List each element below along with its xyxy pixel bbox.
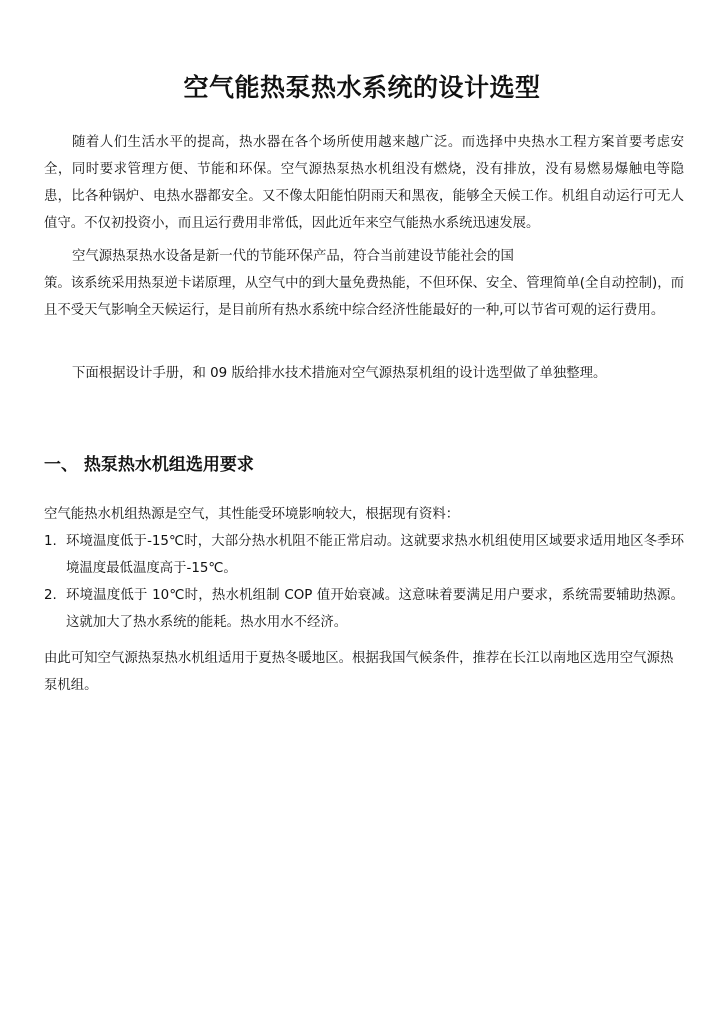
list-item-text: 环境温度低于-15℃时，大部分热水机阻不能正常启动。这就要求热水机组使用区域要求适用地区冬季环境温度最低温度高于-15℃。 <box>66 534 684 576</box>
intro-paragraph-3: 下面根据设计手册，和 09 版给排水技术措施对空气源热泵机组的设计选型做了单独整理。 <box>72 366 607 381</box>
list-item-text: 环境温度低于 10℃时，热水机组制 COP 值开始衰减。这意味着要满足用户要求，系统需要辅助热源。这就加大了热水系统的能耗。热水用水不经济。 <box>66 588 684 630</box>
section-1-lead: 空气能热水机组热源是空气，其性能受环境影响较大，根据现有资料： <box>44 507 460 522</box>
intro-paragraph-2 <box>44 243 684 324</box>
requirements-list <box>44 528 684 636</box>
section-1-conclusion: 由此可知空气源热泵热水机组适用于夏热冬暖地区。根据我国气候条件，推荐在长江以南地区选用空气源热泵机组。 <box>44 651 674 693</box>
intro-paragraph-2-first-line: 空气源热泵热水设备是新一代的节能环保产品，符合当前建设节能社会的国 <box>72 249 514 264</box>
section-1-heading: 一、 热泵热水机组选用要求 <box>44 455 254 475</box>
intro-paragraph-2-rest: 策。该系统采用热泵逆卡诺原理，从空气中的到大量免费热能，不但环保、安全、管理简单(全自动控制)，而且不受天气影响全天候运行，是目前所有热水系统中综合经济性能最好的一种,可以节省可观的运行费用。 <box>44 276 684 318</box>
list-item-number: 1. <box>44 534 57 549</box>
intro-paragraph-1: 随着人们生活水平的提高，热水器在各个场所使用越来越广泛。而选择中央热水工程方案首要考虑安全，同时要求管理方便、节能和环保。空气源热泵热水机组没有燃烧，没有排放，没有易燃易爆触电等隐患，比各种锅炉、电热水器都安全。又不像太阳能怕阴雨天和黑夜，能够全天候工作。机组自动运行可无人值守。不仅初投资小，而且运行费用非常低，因此近年来空气能热水系统迅速发展。 <box>44 135 684 231</box>
list-item <box>44 528 684 582</box>
list-item <box>44 582 684 636</box>
list-item-number: 2. <box>44 588 57 603</box>
document-title: 空气能热泵热水系统的设计选型 <box>183 73 541 102</box>
